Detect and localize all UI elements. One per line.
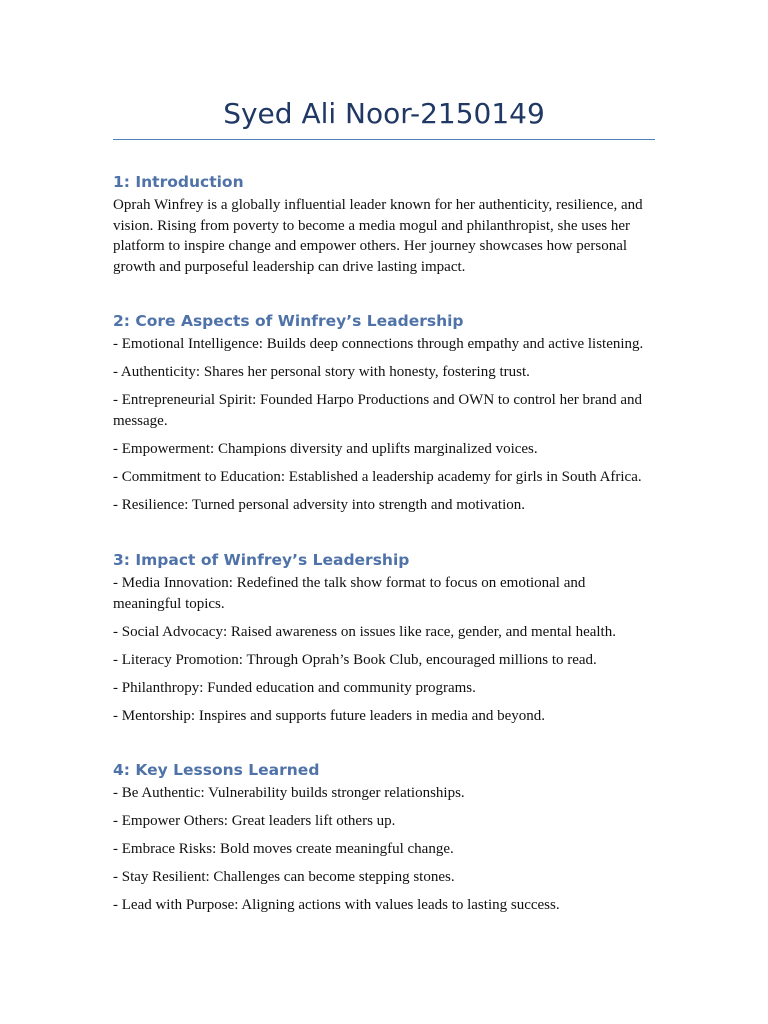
section-heading: 2: Core Aspects of Winfrey’s Leadership — [113, 312, 464, 330]
section-core-aspects — [113, 310, 655, 523]
list-item: - Embrace Risks: Bold moves create meaningful change. — [113, 841, 454, 858]
list-item: - Mentorship: Inspires and supports future leaders in media and beyond. — [113, 707, 545, 724]
list-item: - Empower Others: Great leaders lift others up. — [113, 813, 396, 830]
list-item: - Emotional Intelligence: Builds deep connections through empathy and active listening. — [113, 336, 644, 352]
list-item: - Commitment to Education: Established a leadership academy for girls in South Africa. — [113, 468, 642, 485]
list-item: - Resilience: Turned personal adversity into strength and motivation. — [113, 496, 526, 513]
list-item: - Literacy Promotion: Through Oprah’s Book Club, encouraged millions to read. — [113, 651, 597, 668]
title-underline — [113, 139, 655, 140]
list-item: - Social Advocacy: Raised awareness on issues like race, gender, and mental health. — [113, 623, 616, 640]
list-item: - Entrepreneurial Spirit: Founded Harpo Productions and OWN to control her brand and message. — [113, 392, 643, 429]
section-heading: 1: Introduction — [113, 173, 244, 191]
list-item: - Empowerment: Champions diversity and uplifts marginalized voices. — [113, 440, 538, 457]
section-introduction — [113, 171, 655, 277]
list-item: - Lead with Purpose: Aligning actions with values leads to lasting success. — [113, 897, 560, 914]
list-item: - Be Authentic: Vulnerability builds stronger relationships. — [113, 785, 465, 801]
section-key-lessons — [113, 759, 655, 923]
document-title: Syed Ali Noor-2150149 — [223, 97, 545, 130]
section-heading: 4: Key Lessons Learned — [113, 761, 320, 779]
list-item: - Stay Resilient: Challenges can become stepping stones. — [113, 869, 455, 886]
list-item: - Authenticity: Shares her personal story with honesty, fostering trust. — [113, 364, 530, 381]
list-item: - Media Innovation: Redefined the talk show format to focus on emotional and meaningful topics. — [113, 575, 586, 612]
section-impact — [113, 549, 655, 734]
list-item: - Philanthropy: Funded education and community programs. — [113, 679, 476, 696]
section-heading: 3: Impact of Winfrey’s Leadership — [113, 551, 410, 569]
section-paragraph: Oprah Winfrey is a globally influential leader known for her authenticity, resilience, and vision. Rising from poverty to become a media mogul and philanthropist, she uses her platform to inspire change and empower others. Her journey showcases how personal growth and purposeful leadership can drive lasting impact. — [113, 197, 643, 275]
